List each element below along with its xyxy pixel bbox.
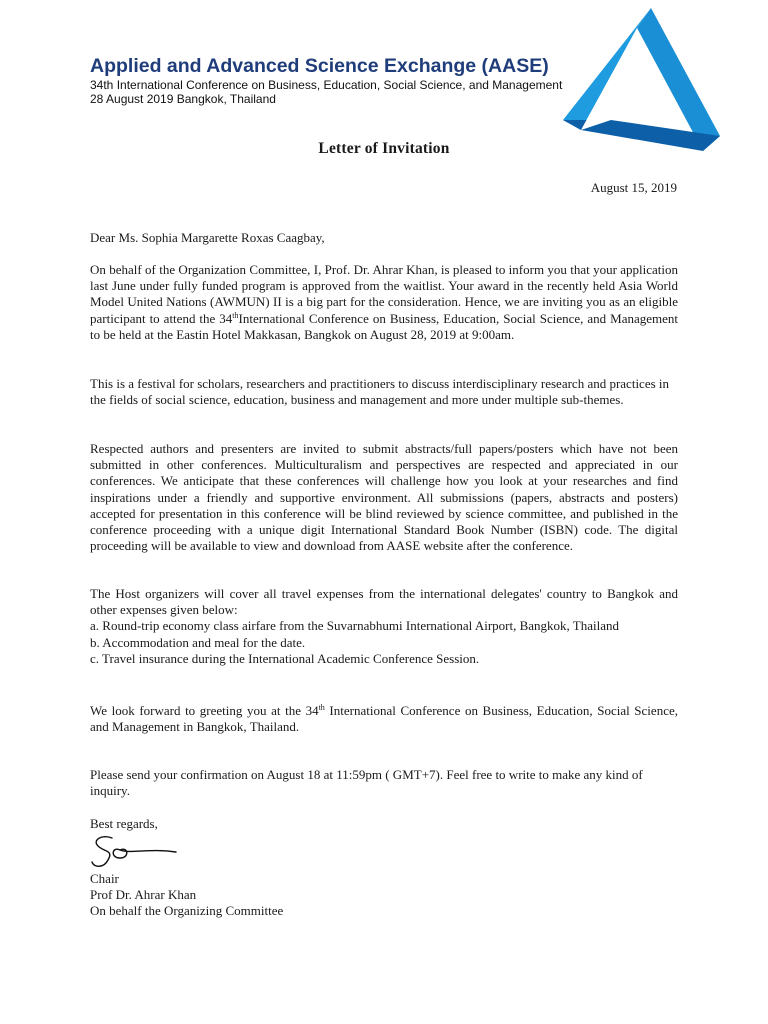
letter-title: Letter of Invitation bbox=[318, 140, 450, 157]
paragraph-greeting bbox=[90, 703, 678, 735]
signer-role: Chair bbox=[90, 871, 119, 886]
signer-organization: On behalf the Organizing Committee bbox=[90, 903, 284, 919]
paragraph-expenses bbox=[90, 586, 678, 667]
expense-item: c. Travel insurance during the International Academic Conference Session. bbox=[90, 650, 480, 666]
paragraph-festival: This is a festival for scholars, researchers and practitioners to discuss interdisciplinary research and practices in the fields of social science, education, business and management and more under multiple sub-themes. bbox=[90, 376, 670, 408]
organization-name: Applied and Advanced Science Exchange (AASE) bbox=[90, 55, 549, 77]
paragraph-confirmation: Please send your confirmation on August 18 at 11:59pm ( GMT+7). Feel free to write to make any kind of inquiry. bbox=[90, 767, 643, 799]
signature-image bbox=[90, 832, 182, 872]
letter-date: August 15, 2019 bbox=[590, 180, 677, 195]
expenses-intro: The Host organizers will cover all travel expenses from the international delegates' country to Bangkok and other expenses given below: bbox=[90, 586, 678, 618]
paragraph-invitation-text: On behalf of the Organization Committee, I, Prof. Dr. Ahrar Khan, is pleased to inform you that your application last June under fully funded program is approved from the waitlist. Your award in the recently held Asia World Model United Nations (AWMUN) II is a big part for the consideration. Hence, we are inviting you as an eligible participant to attend the 34 bbox=[90, 262, 678, 326]
expense-item: b. Accommodation and meal for the date. bbox=[90, 634, 306, 650]
expense-item: a. Round-trip economy class airfare from the Suvarnabhumi International Airport, Bangkok, Thailand bbox=[90, 618, 620, 634]
ordinal-suffix: th bbox=[318, 703, 325, 712]
paragraph-invitation-text-cont: International Conference on Business, Education, Social Science, and Management to be held at the Eastin Hotel Makkasan, Bangkok on August 28, 2019 at 9:00am. bbox=[90, 310, 678, 342]
conference-date-location: 28 August 2019 Bangkok, Thailand bbox=[90, 92, 276, 106]
signer-name: Prof Dr. Ahrar Khan bbox=[90, 887, 197, 903]
triangle-logo-icon bbox=[563, 8, 720, 151]
paragraph-greeting-text: We look forward to greeting you at the 34 bbox=[90, 703, 319, 718]
signature-block bbox=[90, 871, 678, 920]
closing: Best regards, bbox=[90, 816, 158, 831]
paragraph-submissions: Respected authors and presenters are invited to submit abstracts/full papers/posters which have not been submitted in other conferences. Multiculturalism and perspectives are respected and appreciated in our conferences. We anticipate that these conferences will challenge how you look at your researches and find inspirations under a friendly and supportive environment. All submissions (papers, abstracts and posters) accepted for presentation in this conference will be blind reviewed by science committee, and published in the conference proceeding with a unique digit International Standard Book Number (ISBN) code. The digital proceeding will be available to view and download from AASE website after the conference. bbox=[90, 441, 678, 554]
letterhead bbox=[90, 54, 590, 106]
salutation: Dear Ms. Sophia Margarette Roxas Caagbay, bbox=[90, 230, 325, 245]
paragraph-invitation bbox=[90, 262, 678, 343]
ordinal-suffix: th bbox=[232, 310, 239, 320]
conference-name: 34th International Conference on Business, Education, Social Science, and Management bbox=[90, 78, 563, 92]
paragraph-greeting-text-cont: International Conference on Business, Education, Social Science, and Management in Bangkok, Thailand. bbox=[90, 703, 678, 735]
